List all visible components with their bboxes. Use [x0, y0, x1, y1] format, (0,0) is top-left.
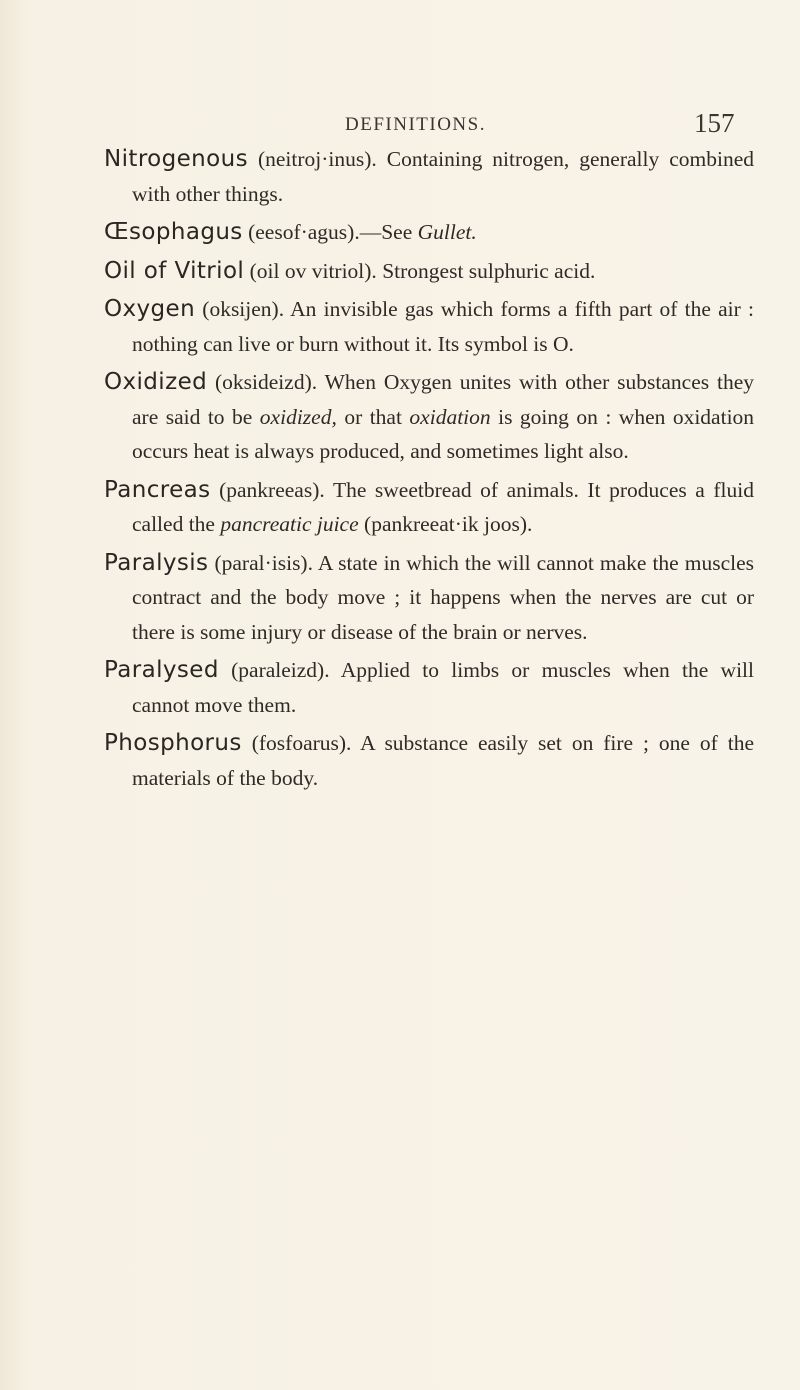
pronunciation: (paral·isis). [214, 550, 313, 575]
definition: An invisible gas which forms a fifth part of the air : nothing can live or burn without it. Its symbol is O. [132, 297, 754, 356]
headword: Nitrogenous [104, 146, 248, 172]
glossary-entry-oil-of-vitriol [104, 254, 754, 289]
glossary-entry-oesophagus [104, 215, 754, 250]
glossary-entry-paralysis [104, 546, 754, 650]
definition: The sweetbread of animals. It produces a fluid called the [132, 477, 754, 536]
definition: is going on : when oxidation occurs heat is always produced, and sometimes light also. [132, 404, 755, 463]
glossary-entry-nitrogenous [104, 142, 754, 211]
pronunciation: (neitroj·inus). [257, 147, 377, 171]
definition: Applied to limbs or muscles when the will cannot move them. [132, 658, 754, 717]
glossary-entry-oxygen [104, 292, 754, 361]
definition: A state in which the will cannot make the muscles contract and the body move ; it happens when the nerves are cut or there is some injury or disease of the brain or nerves. [132, 550, 754, 644]
definition: —See [359, 220, 413, 244]
italic-term: oxidized, [259, 404, 337, 429]
pronunciation: (oksideizd). [215, 370, 318, 394]
cross-reference: Gullet. [417, 220, 477, 244]
pronunciation: (pankreeas). [219, 477, 325, 502]
pronunciation: (fosfoarus). [251, 731, 352, 755]
glossary-entry-phosphorus [104, 726, 754, 795]
running-head [0, 108, 800, 138]
headword: Pancreas [104, 476, 211, 503]
definition: Containing nitrogen, generally combined with other things. [132, 147, 754, 206]
glossary-entry-pancreas [104, 473, 754, 542]
definition: or that [344, 404, 402, 429]
glossary-entry-paralysed [104, 653, 754, 722]
pronunciation: (oil ov vitriol). [249, 258, 377, 283]
italic-term: pancreatic juice [220, 512, 359, 536]
italic-term: oxidation [409, 404, 491, 429]
headword: Œsophagus [104, 219, 243, 245]
pronunciation: (paraleizd). [231, 658, 330, 682]
glossary-entries [104, 142, 754, 799]
definition: When Oxygen unites with other substances they are said to be [132, 370, 754, 429]
headword: Oxidized [104, 369, 208, 395]
headword: Phosphorus [104, 730, 242, 756]
definition: Strongest sulphuric acid. [382, 258, 596, 283]
definition: A substance easily set on fire ; one of the materials of the body. [132, 731, 754, 790]
headword: Paralysed [104, 657, 219, 683]
headword: Oxygen [104, 296, 196, 322]
glossary-entry-oxidized [104, 365, 754, 469]
headword: Paralysis [104, 549, 209, 576]
pronunciation: (eesof·agus). [248, 220, 360, 244]
headword: Oil of Vitriol [104, 257, 245, 284]
running-title: DEFINITIONS. [345, 114, 486, 135]
pronunciation: (oksijen). [202, 297, 285, 321]
definition: (pankreeat·ik joos). [364, 512, 533, 536]
page-number: 157 [694, 108, 735, 138]
